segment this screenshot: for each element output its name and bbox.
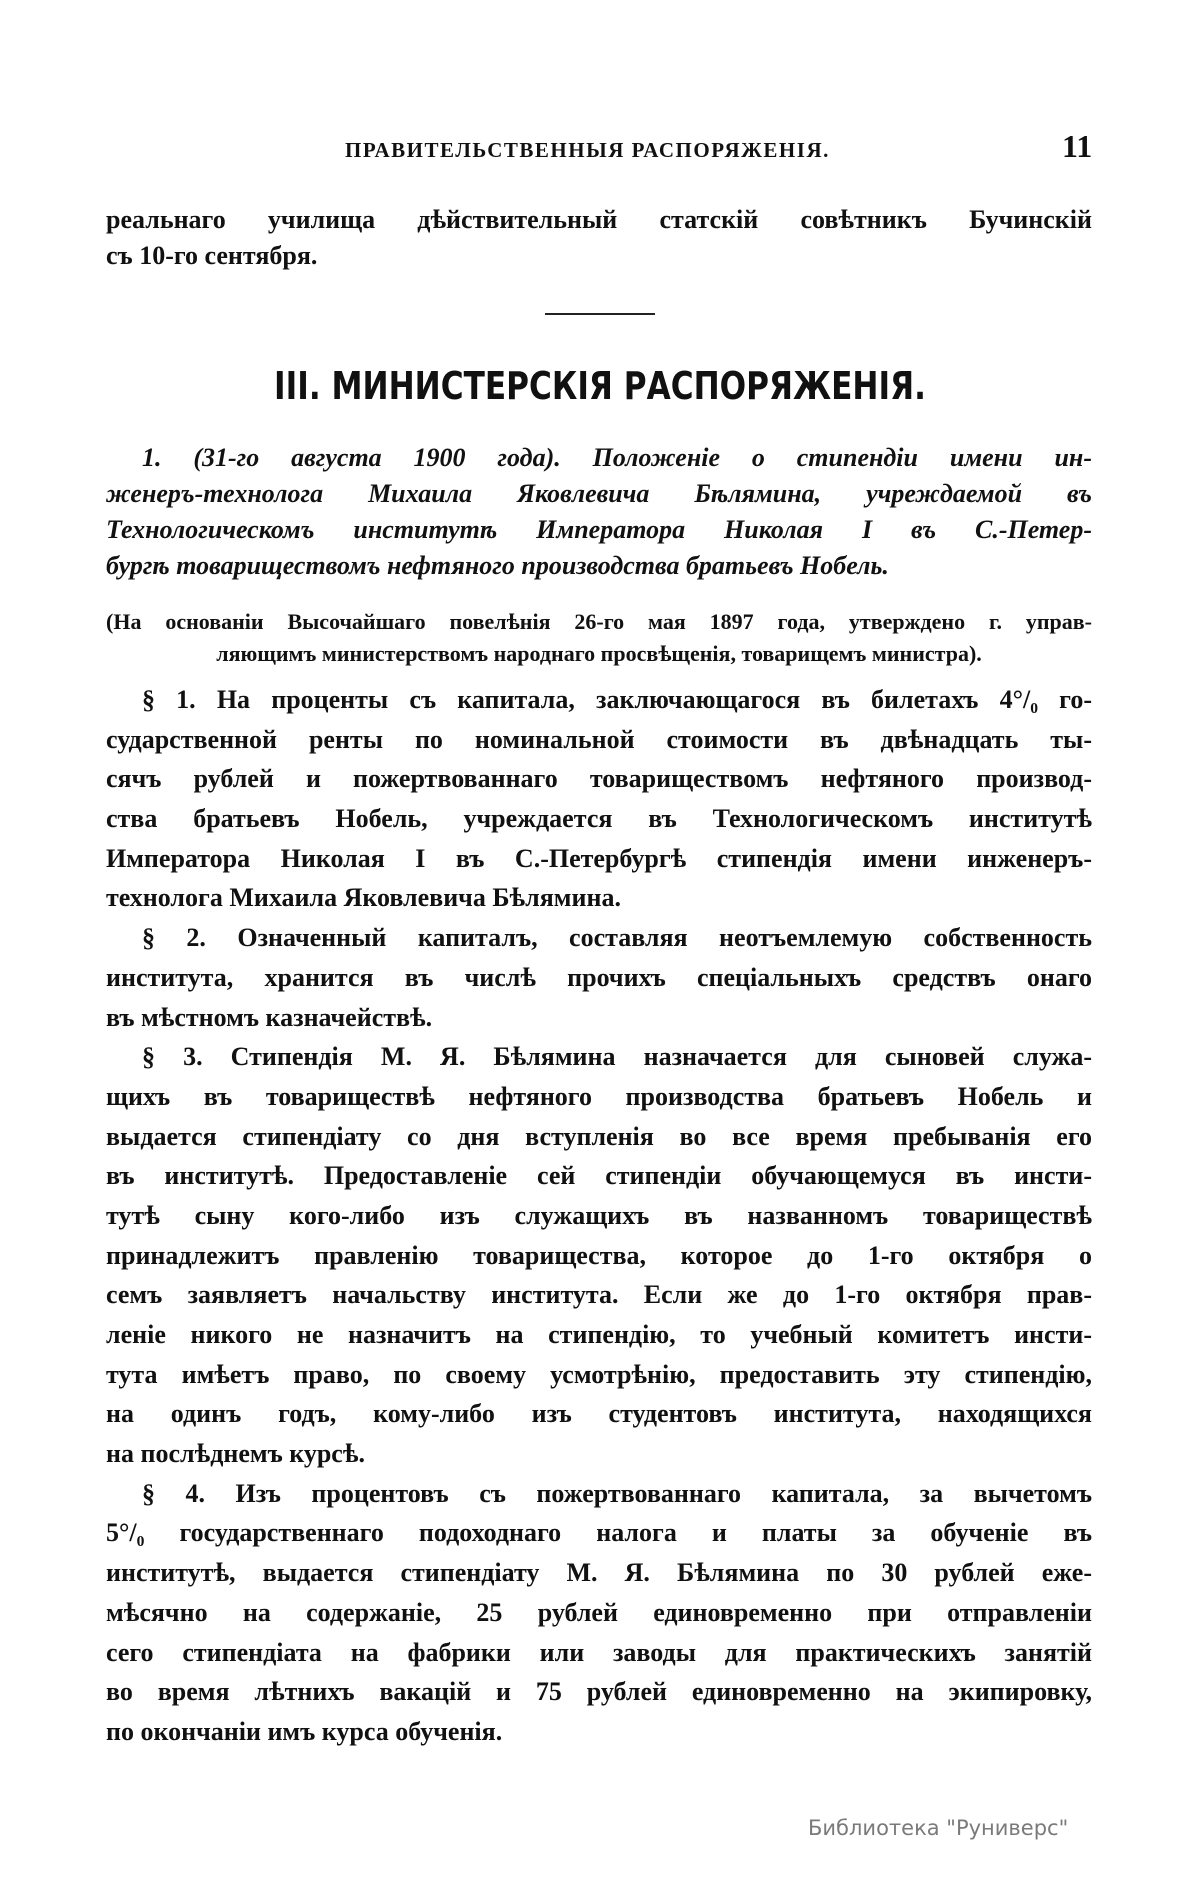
section-heading: III. МИНИСТЕРСКІЯ РАСПОРЯЖЕНІЯ. [274, 364, 926, 408]
paragraph-4 [106, 1474, 1092, 1752]
text-line: во время лѣтнихъ вакацій и 75 рублей единовременно на экипировку, [106, 1677, 1092, 1707]
text-line: тута имѣетъ право, по своему усмотрѣнію, предоставить эту стипендію, [106, 1359, 1092, 1389]
section-divider [545, 313, 655, 315]
paragraph-3 [106, 1037, 1092, 1474]
text-line: женеръ-технолога Михаила Яковлевича Бѣлямина, учреждаемой въ [106, 479, 1092, 508]
text-line: въ мѣстномъ казначействѣ. [106, 1002, 433, 1032]
text-line: сего стипендіата на фабрики или заводы для практическихъ занятій [106, 1637, 1092, 1667]
text-line: сячъ рублей и пожертвованнаго товариществомъ нефтяного производ- [106, 764, 1092, 794]
paragraphs [106, 680, 1092, 1752]
text-line: тутѣ сыну кого-либо изъ служащихъ въ названномъ товариществѣ [106, 1200, 1092, 1230]
text-line: леніе никого не назначитъ на стипендію, то учебный комитетъ инсти- [106, 1320, 1092, 1349]
text-line: Императора Николая I въ С.-Петербургѣ стипендія имени инженеръ- [106, 843, 1092, 873]
text-line: ляющимъ министерствомъ народнаго просвѣщенія, товарищемъ министра). [216, 641, 982, 666]
text-line: на одинъ годъ, кому-либо изъ студентовъ института, находящихся [106, 1399, 1092, 1429]
text-line: 5°/₀ государственнаго подоходнаго налога и платы за обученіе въ [106, 1518, 1092, 1548]
text-line: 1. (31-го августа 1900 года). Положеніе о стипендіи имени ин- [142, 443, 1092, 472]
running-head: ПРАВИТЕЛЬСТВЕННЫЯ РАСПОРЯЖЕНІЯ. [345, 138, 830, 162]
text-line: выдается стипендіату со дня вступленія во все время пребыванія его [106, 1121, 1092, 1151]
text-line: (На основаніи Высочайшаго повелѣнія 26-го мая 1897 года, утверждено г. управ- [106, 609, 1092, 634]
text-line: технолога Михаила Яковлевича Бѣлямина. [106, 883, 621, 913]
text-line: мѣсячно на содержаніе, 25 рублей единовременно при отправленіи [106, 1597, 1092, 1627]
carryover-paragraph [106, 202, 1092, 274]
text-line: реальнаго училища дѣйствительный статскій совѣтникъ Бучинскій [106, 205, 1092, 234]
text-line: § 1. На проценты съ капитала, заключающагося въ билетахъ 4°/₀ го- [142, 685, 1092, 714]
text-line: института, хранится въ числѣ прочихъ спеціальныхъ средствъ онаго [106, 962, 1092, 992]
text-line: семъ заявляетъ начальству института. Если же до 1-го октября прав- [106, 1280, 1092, 1310]
text-line: § 2. Означенный капиталъ, составляя неотъемлемую собственность [142, 923, 1092, 953]
text-line: ства братьевъ Нобель, учреждается въ Технологическомъ институтѣ [106, 804, 1092, 834]
page-number: 11 [1062, 128, 1093, 164]
item-1-title [106, 440, 1092, 584]
text-line: бургѣ товариществомъ нефтяного производства братьевъ Нобель. [106, 551, 889, 580]
library-watermark: Библиотека "Руниверс" [808, 1816, 1069, 1840]
text-line: Технологическомъ институтѣ Императора Николая I въ С.-Петер- [106, 515, 1092, 544]
text-line: съ 10-го сентября. [106, 241, 318, 270]
text-line: на послѣднемъ курсѣ. [106, 1439, 365, 1469]
approval-note [106, 606, 1092, 670]
text-line: институтѣ, выдается стипендіату М. Я. Бѣлямина по 30 рублей еже- [106, 1558, 1092, 1588]
text-line: § 3. Стипендія М. Я. Бѣлямина назначается для сыновей служа- [142, 1042, 1092, 1072]
text-line: § 4. Изъ процентовъ съ пожертвованнаго капитала, за вычетомъ [142, 1478, 1092, 1508]
text-line: по окончаніи имъ курса обученія. [106, 1716, 503, 1746]
text-line: въ институтѣ. Предоставленіе сей стипендіи обучающемуся въ инсти- [106, 1161, 1092, 1191]
text-line: сударственной ренты по номинальной стоимости въ двѣнадцать ты- [106, 724, 1092, 754]
paragraph-1 [106, 680, 1092, 918]
paragraph-2 [106, 918, 1092, 1037]
text-line: принадлежитъ правленію товарищества, которое до 1-го октября о [106, 1240, 1092, 1270]
text-line: щихъ въ товариществѣ нефтяного производства братьевъ Нобель и [106, 1081, 1092, 1111]
